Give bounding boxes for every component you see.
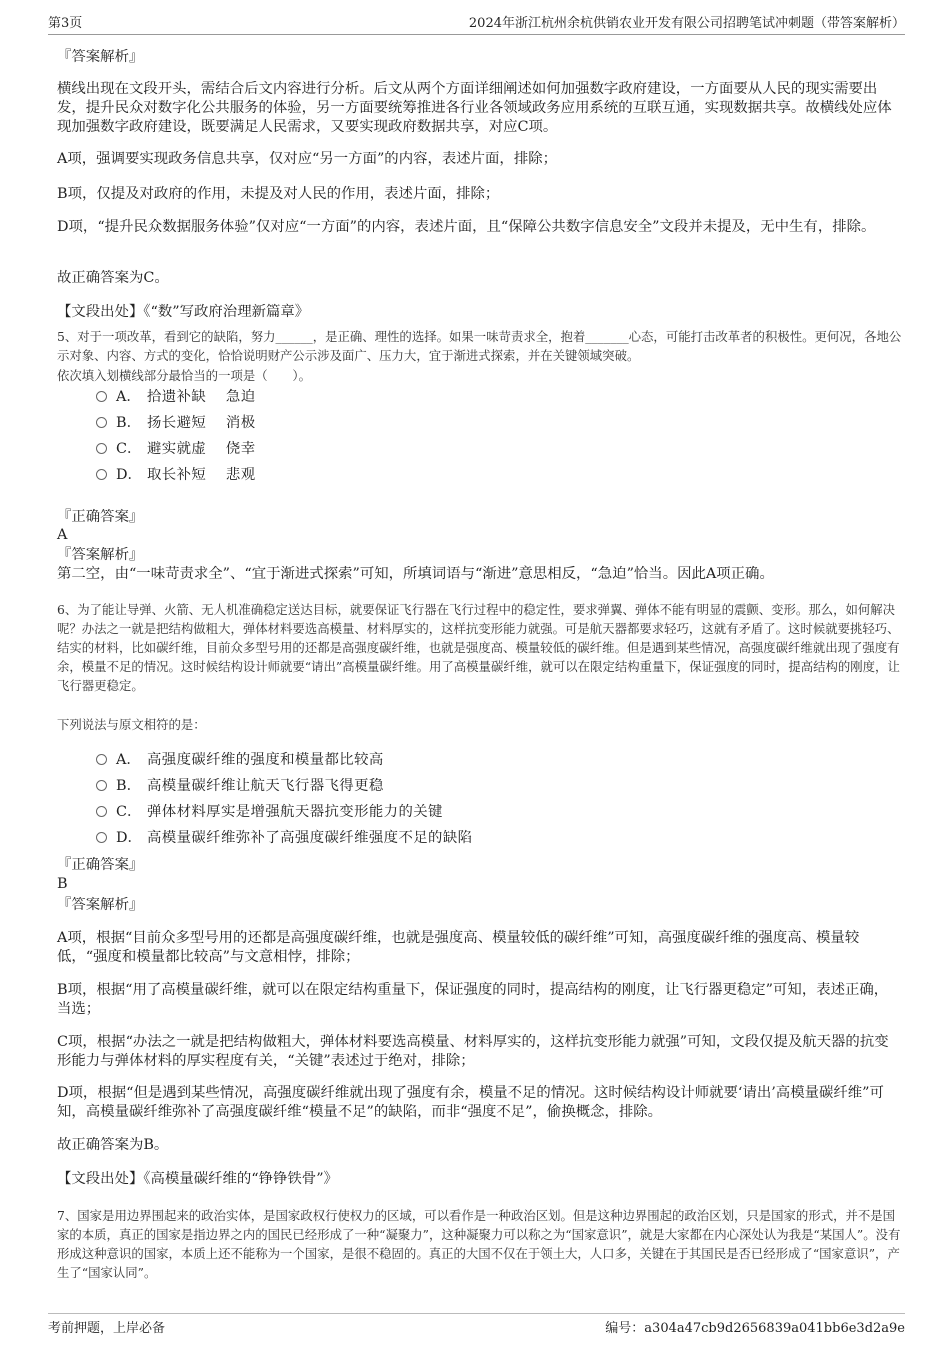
q5-option-d[interactable]: D． 取长补短 悲观	[96, 465, 256, 485]
analysis-text: 横线出现在文段开头，需结合后文内容进行分析。后文从两个方面详细阐述如何加强数字政府建设，一方面要从人民的现实需要出发，提升民众对数字化公共服务的体验，另一方面要统筹推进各行业各领域政务应用系统的互联互通，实现数据共享。故横线处应体现加强数字政府建设，既要满足人民需求，又要实现政府数据共享，对应C项。	[57, 81, 892, 135]
q5-analysis: 第二空，由“一味苛责求全”、“宜于渐进式探索”可知，所填词语与“渐进”意思相反，“急迫”恰当。因此A项正确。	[57, 566, 774, 582]
radio-icon[interactable]	[96, 469, 107, 480]
question-6-stem: 6、为了能让导弹、火箭、无人机准确稳定送达目标，就要保证飞行器在飞行过程中的稳定性，要求弹翼、弹体不能有明显的震颤、变形。那么，如何解决呢？办法之一就是把结构做粗大，弹体材料要选高模量、材料厚实的，这样抗变形能力就强。可是航天器都要求轻巧，这就有矛盾了。这时候就要挑轻巧、结实的材料，比如碳纤维，目前众多型号用的还都是高强度碳纤维，也就是强度高、模量较低的碳纤维。但是遇到某些情况，高强度碳纤维就出现了强度有余，模量不足的情况。这时候结构设计师就要“请出”高模量碳纤维。用了高模量碳纤维，就可以在限定结构重量下，保证强度的同时，提高结构的刚度，让飞行器更稳定。	[57, 602, 900, 693]
analysis-option-b: B项，仅提及对政府的作用，未提及对人民的作用，表述片面，排除；	[57, 186, 500, 202]
q6-option-c[interactable]: C． 弹体材料厚实是增强航天器抗变形能力的关键	[96, 802, 443, 822]
analysis-label: 『答案解析』	[57, 49, 144, 65]
q6-answer-label: 『正确答案』	[57, 857, 144, 873]
q6-option-d[interactable]: D． 高模量碳纤维弥补了高强度碳纤维强度不足的缺陷	[96, 828, 472, 848]
analysis-option-d: D项，“提升民众数据服务体验”仅对应“一方面”的内容，表述片面，且“保障公共数字信息安全”文段并未提及，无中生有，排除。	[57, 219, 876, 235]
q6-conclusion: 故正确答案为B。	[57, 1137, 169, 1153]
question-6-prompt: 下列说法与原文相符的是：	[57, 717, 206, 732]
radio-icon[interactable]	[96, 417, 107, 428]
q5-option-a[interactable]: A． 拾遗补缺 急迫	[96, 387, 256, 407]
page-number: 第3页	[48, 16, 83, 31]
q6-analysis-option-a: A项，根据“目前众多型号用的还都是高强度碳纤维，也就是强度高、模量较低的碳纤维”可知，高强度碳纤维的强度高、模量较低，“强度和模量都比较高”与文意相悖，排除；	[57, 930, 860, 965]
q6-source: 【文段出处】《高模量碳纤维的“铮铮铁骨”》	[57, 1171, 338, 1187]
q6-analysis-option-c: C项，根据“办法之一就是把结构做粗大，弹体材料要选高模量、材料厚实的，这样抗变形能力就强”可知，文段仅提及航天器的抗变形能力与弹体材料的厚实程度有关，“关键”表述过于绝对，排除；	[57, 1034, 889, 1069]
conclusion: 故正确答案为C。	[57, 270, 169, 286]
q6-analysis-option-d: D项，根据“但是遇到某些情况，高强度碳纤维就出现了强度有余，模量不足的情况。这时候结构设计师就要‘请出’高模量碳纤维”可知，高模量碳纤维弥补了高强度碳纤维“模量不足”的缺陷，而非“强度不足”，偷换概念，排除。	[57, 1085, 884, 1120]
q6-answer: B	[57, 876, 68, 892]
radio-icon[interactable]	[96, 806, 107, 817]
q5-option-c[interactable]: C． 避实就虚 侥幸	[96, 439, 256, 459]
radio-icon[interactable]	[96, 832, 107, 843]
analysis-option-a: A项，强调要实现政务信息共享，仅对应“另一方面”的内容，表述片面，排除；	[57, 151, 557, 167]
footer-slogan: 考前押题，上岸必备	[48, 1321, 166, 1336]
question-5-stem: 5、对于一项改革，看到它的缺陷，努力______，是正确、理性的选择。如果一味苛责求全，抱着_______心态，可能打击改革者的积极性。更何况，各地公示对象、内容、方式的变化，恰恰说明财产公示涉及面广、压力大，宜于渐进式探索，并在关键领域突破。	[57, 329, 902, 363]
radio-icon[interactable]	[96, 391, 107, 402]
radio-icon[interactable]	[96, 780, 107, 791]
q6-analysis-option-b: B项，根据“用了高模量碳纤维，就可以在限定结构重量下，保证强度的同时，提高结构的刚度，让飞行器更稳定”可知，表述正确，当选；	[57, 982, 889, 1017]
q6-option-b[interactable]: B． 高模量碳纤维让航天飞行器飞得更稳	[96, 776, 384, 796]
q5-answer-label: 『正确答案』	[57, 509, 144, 525]
source: 【文段出处】《“数”写政府治理新篇章》	[57, 304, 310, 320]
radio-icon[interactable]	[96, 754, 107, 765]
question-5-prompt: 依次填入划横线部分最恰当的一项是（ ）。	[57, 368, 312, 383]
radio-icon[interactable]	[96, 443, 107, 454]
document-id: 编号：a304a47cb9d2656839a041bb6e3d2a9e	[605, 1321, 905, 1336]
q5-answer: A	[57, 527, 68, 543]
q6-analysis-label: 『答案解析』	[57, 897, 144, 913]
question-7-stem: 7、国家是用边界围起来的政治实体，是国家政权行使权力的区域，可以看作是一种政治区划。但是这种边界围起的政治区划，只是国家的形式，并不是国家的本质，真正的国家是指边界之内的国民已经形成了一种“凝聚力”，这种凝聚力可以称之为“国家意识”，就是大家都在内心深处认为我是“某国人”。没有形成这种意识的国家，本质上还不能称为一个国家，是很不稳固的。真正的大国不仅在于领土大，人口多，关键在于其国民是否已经形成了“国家意识”，产生了“国家认同”。	[57, 1208, 901, 1280]
q5-analysis-label: 『答案解析』	[57, 547, 144, 563]
page-header	[48, 10, 905, 35]
document-title: 2024年浙江杭州余杭供销农业开发有限公司招聘笔试冲刺题（带答案解析）	[468, 16, 905, 31]
q5-option-b[interactable]: B． 扬长避短 消极	[96, 413, 256, 433]
q6-option-a[interactable]: A． 高强度碳纤维的强度和模量都比较高	[96, 750, 384, 770]
page-footer	[48, 1313, 905, 1340]
